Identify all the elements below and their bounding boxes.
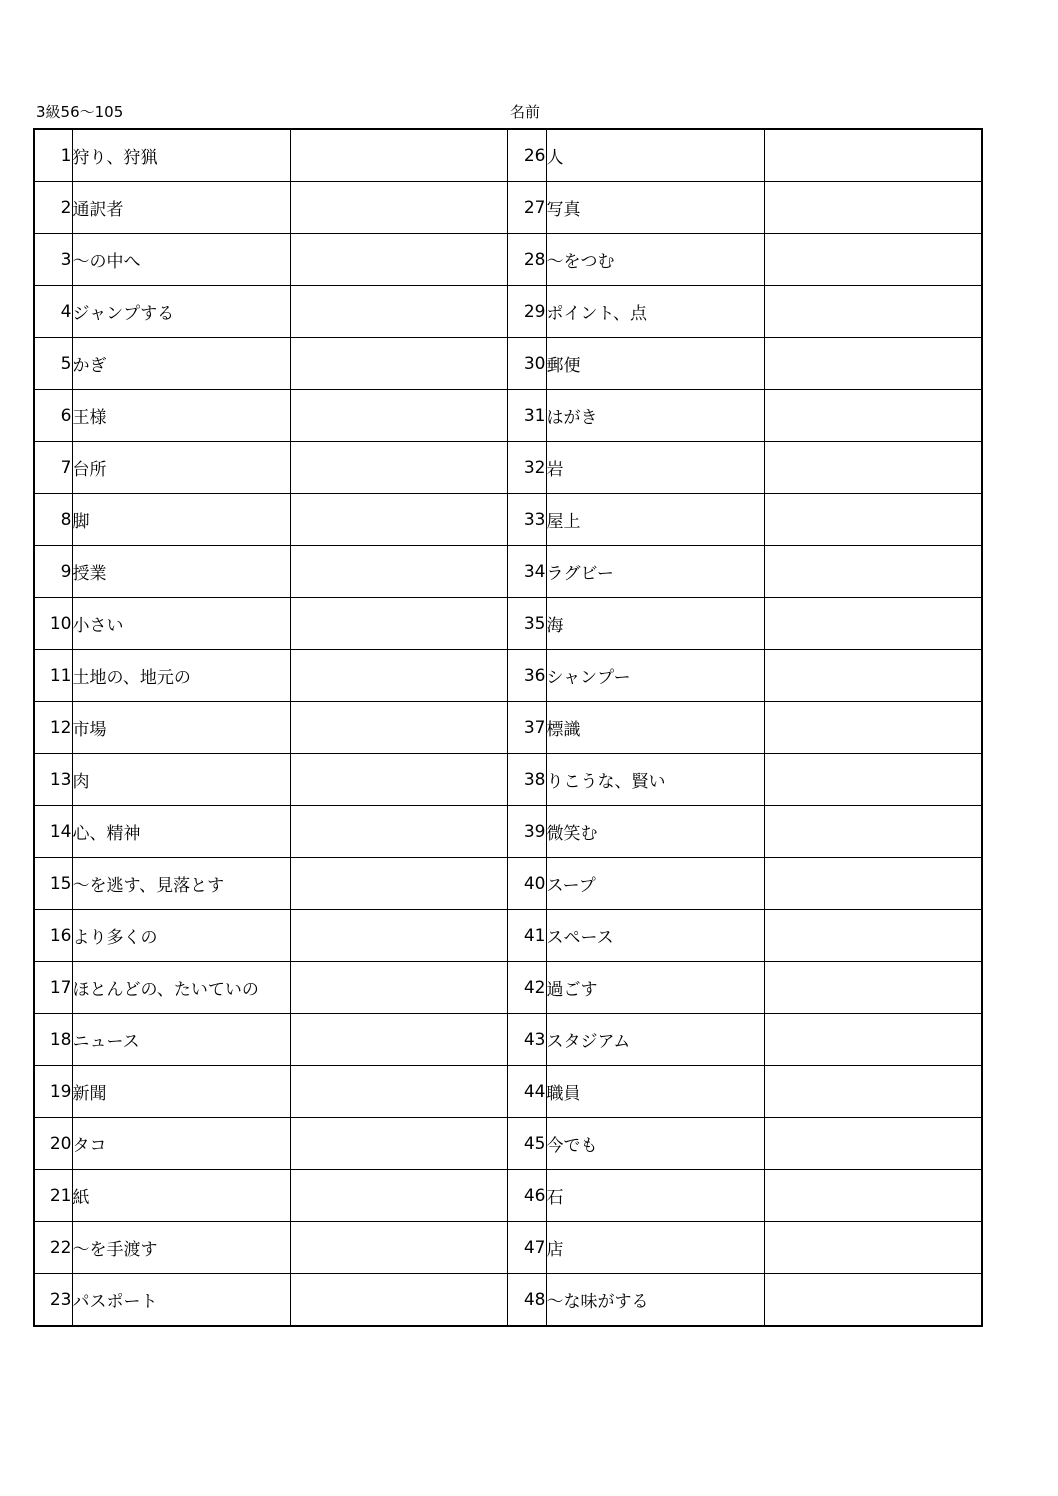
item-number: 16 (34, 910, 72, 962)
item-number: 13 (34, 754, 72, 806)
japanese-word: 脚 (72, 494, 290, 546)
item-number: 5 (34, 338, 72, 390)
item-number: 17 (34, 962, 72, 1014)
table-row (34, 754, 982, 806)
japanese-word: 過ごす (546, 962, 764, 1014)
table-row (34, 910, 982, 962)
japanese-word: 肉 (72, 754, 290, 806)
item-number: 37 (507, 702, 546, 754)
answer-cell[interactable] (290, 598, 507, 650)
table-row (34, 1274, 982, 1327)
japanese-word: かぎ (72, 338, 290, 390)
japanese-word: りこうな、賢い (546, 754, 764, 806)
item-number: 42 (507, 962, 546, 1014)
answer-cell[interactable] (764, 910, 982, 962)
japanese-word: スープ (546, 858, 764, 910)
answer-cell[interactable] (764, 650, 982, 702)
japanese-word: スペース (546, 910, 764, 962)
answer-cell[interactable] (290, 1274, 507, 1327)
item-number: 27 (507, 182, 546, 234)
japanese-word: 岩 (546, 442, 764, 494)
table-row (34, 1066, 982, 1118)
item-number: 43 (507, 1014, 546, 1066)
japanese-word: より多くの (72, 910, 290, 962)
answer-cell[interactable] (764, 286, 982, 338)
table-row (34, 962, 982, 1014)
answer-cell[interactable] (764, 338, 982, 390)
answer-cell[interactable] (764, 806, 982, 858)
table-row (34, 286, 982, 338)
japanese-word: 職員 (546, 1066, 764, 1118)
answer-cell[interactable] (764, 234, 982, 286)
table-row (34, 182, 982, 234)
answer-cell[interactable] (764, 962, 982, 1014)
item-number: 32 (507, 442, 546, 494)
item-number: 47 (507, 1222, 546, 1274)
item-number: 19 (34, 1066, 72, 1118)
answer-cell[interactable] (764, 390, 982, 442)
japanese-word: 標識 (546, 702, 764, 754)
answer-cell[interactable] (290, 1222, 507, 1274)
table-row (34, 702, 982, 754)
japanese-word: 人 (546, 129, 764, 182)
table-row (34, 546, 982, 598)
japanese-word: 写真 (546, 182, 764, 234)
answer-cell[interactable] (764, 442, 982, 494)
answer-cell[interactable] (290, 442, 507, 494)
japanese-word: ほとんどの、たいていの (72, 962, 290, 1014)
item-number: 39 (507, 806, 546, 858)
japanese-word: 通訳者 (72, 182, 290, 234)
japanese-word: 小さい (72, 598, 290, 650)
answer-cell[interactable] (290, 754, 507, 806)
answer-cell[interactable] (290, 1118, 507, 1170)
answer-cell[interactable] (290, 650, 507, 702)
item-number: 1 (34, 129, 72, 182)
answer-cell[interactable] (764, 702, 982, 754)
answer-cell[interactable] (290, 702, 507, 754)
answer-cell[interactable] (290, 494, 507, 546)
item-number: 6 (34, 390, 72, 442)
japanese-word: 今でも (546, 1118, 764, 1170)
item-number: 22 (34, 1222, 72, 1274)
answer-cell[interactable] (290, 129, 507, 182)
table-row (34, 650, 982, 702)
japanese-word: ジャンプする (72, 286, 290, 338)
japanese-word: ポイント、点 (546, 286, 764, 338)
item-number: 4 (34, 286, 72, 338)
item-number: 15 (34, 858, 72, 910)
item-number: 29 (507, 286, 546, 338)
answer-cell[interactable] (764, 129, 982, 182)
table-row (34, 806, 982, 858)
vocabulary-table (33, 128, 983, 1327)
japanese-word: タコ (72, 1118, 290, 1170)
table-row (34, 1118, 982, 1170)
item-number: 28 (507, 234, 546, 286)
japanese-word: 市場 (72, 702, 290, 754)
table-row (34, 598, 982, 650)
item-number: 41 (507, 910, 546, 962)
answer-cell[interactable] (290, 962, 507, 1014)
japanese-word: 郵便 (546, 338, 764, 390)
answer-cell[interactable] (764, 546, 982, 598)
item-number: 8 (34, 494, 72, 546)
answer-cell[interactable] (764, 1014, 982, 1066)
answer-cell[interactable] (764, 858, 982, 910)
item-number: 3 (34, 234, 72, 286)
answer-cell[interactable] (290, 806, 507, 858)
table-row (34, 494, 982, 546)
table-row (34, 1222, 982, 1274)
answer-cell[interactable] (290, 338, 507, 390)
japanese-word: ～をつむ (546, 234, 764, 286)
answer-cell[interactable] (290, 234, 507, 286)
item-number: 34 (507, 546, 546, 598)
item-number: 26 (507, 129, 546, 182)
table-row (34, 129, 982, 182)
japanese-word: 屋上 (546, 494, 764, 546)
japanese-word: ～な味がする (546, 1274, 764, 1327)
answer-cell[interactable] (290, 1170, 507, 1222)
item-number: 23 (34, 1274, 72, 1327)
japanese-word: パスポート (72, 1274, 290, 1327)
answer-cell[interactable] (764, 754, 982, 806)
answer-cell[interactable] (290, 910, 507, 962)
table-row (34, 390, 982, 442)
item-number: 40 (507, 858, 546, 910)
item-number: 31 (507, 390, 546, 442)
item-number: 35 (507, 598, 546, 650)
answer-cell[interactable] (290, 1066, 507, 1118)
answer-cell[interactable] (290, 286, 507, 338)
answer-cell[interactable] (764, 1066, 982, 1118)
japanese-word: 石 (546, 1170, 764, 1222)
answer-cell[interactable] (764, 1274, 982, 1327)
answer-cell[interactable] (764, 1118, 982, 1170)
table-row (34, 1014, 982, 1066)
item-number: 48 (507, 1274, 546, 1327)
answer-cell[interactable] (764, 494, 982, 546)
answer-cell[interactable] (764, 598, 982, 650)
item-number: 36 (507, 650, 546, 702)
item-number: 7 (34, 442, 72, 494)
answer-cell[interactable] (764, 182, 982, 234)
japanese-word: 授業 (72, 546, 290, 598)
answer-cell[interactable] (764, 1170, 982, 1222)
answer-cell[interactable] (290, 858, 507, 910)
japanese-word: 狩り、狩猟 (72, 129, 290, 182)
japanese-word: ラグビー (546, 546, 764, 598)
item-number: 18 (34, 1014, 72, 1066)
item-number: 44 (507, 1066, 546, 1118)
japanese-word: 心、精神 (72, 806, 290, 858)
japanese-word: 土地の、地元の (72, 650, 290, 702)
name-label: 名前 (510, 103, 541, 121)
japanese-word: 王様 (72, 390, 290, 442)
item-number: 9 (34, 546, 72, 598)
table-row (34, 338, 982, 390)
japanese-word: ～を逃す、見落とす (72, 858, 290, 910)
item-number: 12 (34, 702, 72, 754)
japanese-word: 店 (546, 1222, 764, 1274)
worksheet-title: 3級56～105 (36, 103, 124, 121)
item-number: 38 (507, 754, 546, 806)
item-number: 10 (34, 598, 72, 650)
item-number: 20 (34, 1118, 72, 1170)
japanese-word: ～の中へ (72, 234, 290, 286)
table-row (34, 442, 982, 494)
japanese-word: スタジアム (546, 1014, 764, 1066)
japanese-word: ニュース (72, 1014, 290, 1066)
item-number: 33 (507, 494, 546, 546)
item-number: 46 (507, 1170, 546, 1222)
japanese-word: 海 (546, 598, 764, 650)
answer-cell[interactable] (764, 1222, 982, 1274)
vocabulary-rows (34, 129, 982, 1326)
japanese-word: 台所 (72, 442, 290, 494)
answer-cell[interactable] (290, 546, 507, 598)
japanese-word: 新聞 (72, 1066, 290, 1118)
table-row (34, 858, 982, 910)
japanese-word: 紙 (72, 1170, 290, 1222)
table-row (34, 234, 982, 286)
table-row (34, 1170, 982, 1222)
answer-cell[interactable] (290, 1014, 507, 1066)
japanese-word: シャンプー (546, 650, 764, 702)
japanese-word: ～を手渡す (72, 1222, 290, 1274)
item-number: 21 (34, 1170, 72, 1222)
item-number: 11 (34, 650, 72, 702)
answer-cell[interactable] (290, 390, 507, 442)
japanese-word: はがき (546, 390, 764, 442)
answer-cell[interactable] (290, 182, 507, 234)
item-number: 2 (34, 182, 72, 234)
japanese-word: 微笑む (546, 806, 764, 858)
item-number: 45 (507, 1118, 546, 1170)
item-number: 14 (34, 806, 72, 858)
item-number: 30 (507, 338, 546, 390)
